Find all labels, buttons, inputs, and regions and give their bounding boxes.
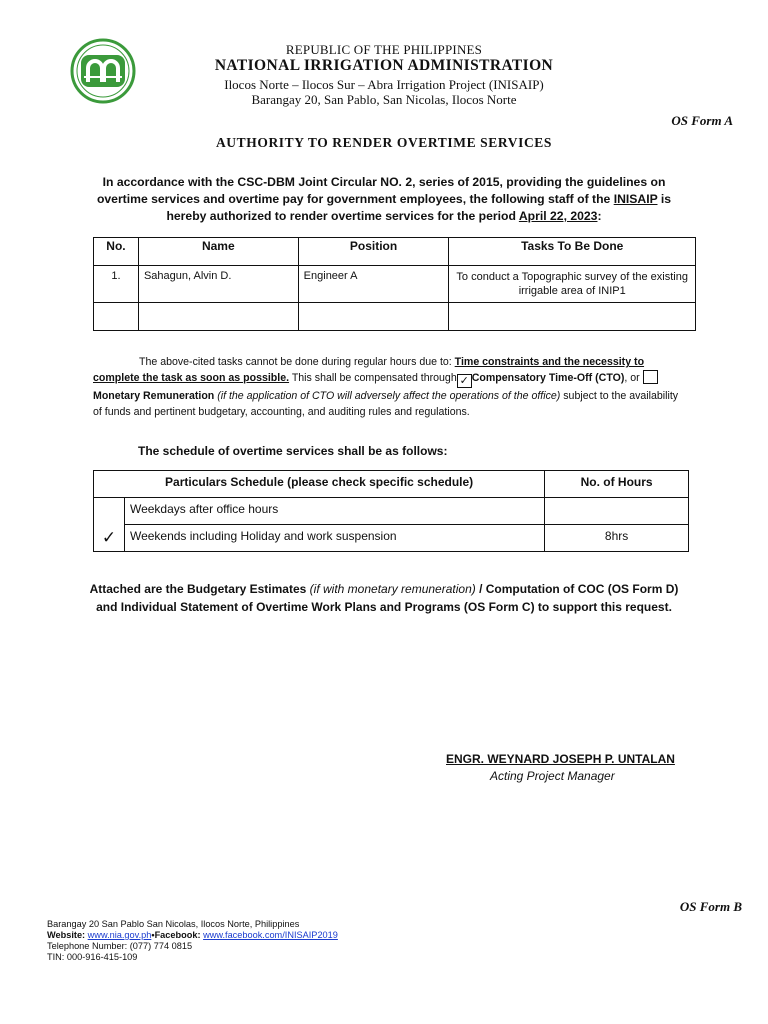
footer-telephone: Telephone Number: (077) 774 0815 [47, 941, 193, 951]
form-b-label: OS Form B [679, 899, 742, 914]
table-row [94, 525, 689, 552]
intro-paragraph: In accordance with the CSC-DBM Joint Circular NO. 2, series of 2015, providing the guidelines on overtime services and overtime pay for government employees, the following staff of the INISAIP is hereby authorized to render overtime services for the period April 22, 2023: [96, 175, 672, 223]
header-agency: NATIONAL IRRIGATION ADMINISTRATION [214, 57, 554, 74]
staff-table [93, 237, 696, 331]
website-link[interactable]: www.nia.gov.ph [87, 930, 152, 940]
table-row [94, 266, 696, 303]
col-header-name: Name [138, 238, 298, 266]
cell-name [138, 303, 298, 331]
schedule-check[interactable] [94, 498, 125, 525]
col-header-no: No. [94, 238, 139, 266]
cto-label: Compensatory Time-Off (CTO) [471, 372, 625, 385]
col-header-particulars: Particulars Schedule (please check specific schedule) [94, 471, 545, 498]
footer-web-line: Website: www.nia.gov.ph•Facebook: www.facebook.com/INISAIP2019 [47, 930, 338, 940]
cell-no: 1. [94, 266, 139, 303]
header-republic: REPUBLIC OF THE PHILIPPINES [285, 42, 483, 57]
cell-position [298, 303, 449, 331]
signatory-name: ENGR. WEYNARD JOSEPH P. UNTALAN [446, 752, 675, 766]
header-project: Ilocos Norte – Ilocos Sur – Abra Irrigation Project (INISAIP) [224, 77, 544, 92]
footer-address: Barangay 20 San Pablo San Nicolas, Ilocos Norte, Philippines [47, 919, 300, 929]
cell-position: Engineer A [298, 266, 449, 303]
schedule-particular: Weekdays after office hours [124, 498, 544, 525]
schedule-table [93, 470, 689, 552]
schedule-hours [545, 498, 689, 525]
document-title: AUTHORITY TO RENDER OVERTIME SERVICES [215, 135, 553, 150]
table-row [94, 303, 696, 331]
office-name: INISAIP [613, 192, 658, 206]
signatory-title: Acting Project Manager [490, 769, 615, 783]
col-header-tasks: Tasks To Be Done [449, 238, 696, 266]
staff-table-header [94, 238, 696, 266]
schedule-table-header [94, 471, 689, 498]
col-header-hours: No. of Hours [545, 471, 689, 498]
schedule-check[interactable]: ✓ [94, 525, 125, 552]
attachment-note: Attached are the Budgetary Estimates (if with monetary remuneration) / Computation of COC (OS Form D) and Individual Statement of Overtime Work Plans and Programs (OS Form C) to support this request. [89, 582, 679, 614]
footer [47, 919, 338, 963]
schedule-intro: The schedule of overtime services shall be as follows: [138, 444, 448, 458]
cell-task [449, 303, 696, 331]
schedule-particular: Weekends including Holiday and work suspension [124, 525, 544, 552]
cell-name: Sahagun, Alvin D. [138, 266, 298, 303]
cell-task: To conduct a Topographic survey of the existing irrigable area of INIP1 [449, 266, 696, 303]
footer-tin: TIN: 000-916-415-109 [47, 952, 138, 962]
monetary-checkbox[interactable] [643, 370, 658, 384]
header-address: Barangay 20, San Pablo, San Nicolas, Ilocos Norte [251, 92, 517, 107]
schedule-hours: 8hrs [545, 525, 689, 552]
facebook-link[interactable]: www.facebook.com/INISAIP2019 [203, 930, 338, 940]
cell-no [94, 303, 139, 331]
form-a-label: OS Form A [671, 113, 733, 128]
monetary-label: Monetary Remuneration [93, 390, 215, 403]
col-header-position: Position [298, 238, 449, 266]
table-row [94, 498, 689, 525]
cto-checkbox[interactable]: ✓ [457, 374, 472, 388]
period-date: April 22, 2023 [518, 209, 598, 223]
reason-cause: Time constraints and the necessity to complete the task as soon as possible. [93, 356, 645, 385]
reason-paragraph: The above-cited tasks cannot be done during regular hours due to: Time constraints and the necessity to complete the task as soon as possible. This shall be compensated through ✓ Compensatory Time-Off (CTO), or Monetary Remuneration (if the application of CTO will adversely affect the operations of the office) subject to the availability of funds and pertinent budgetary, accounting, and auditing rules and regulations. [93, 356, 679, 419]
